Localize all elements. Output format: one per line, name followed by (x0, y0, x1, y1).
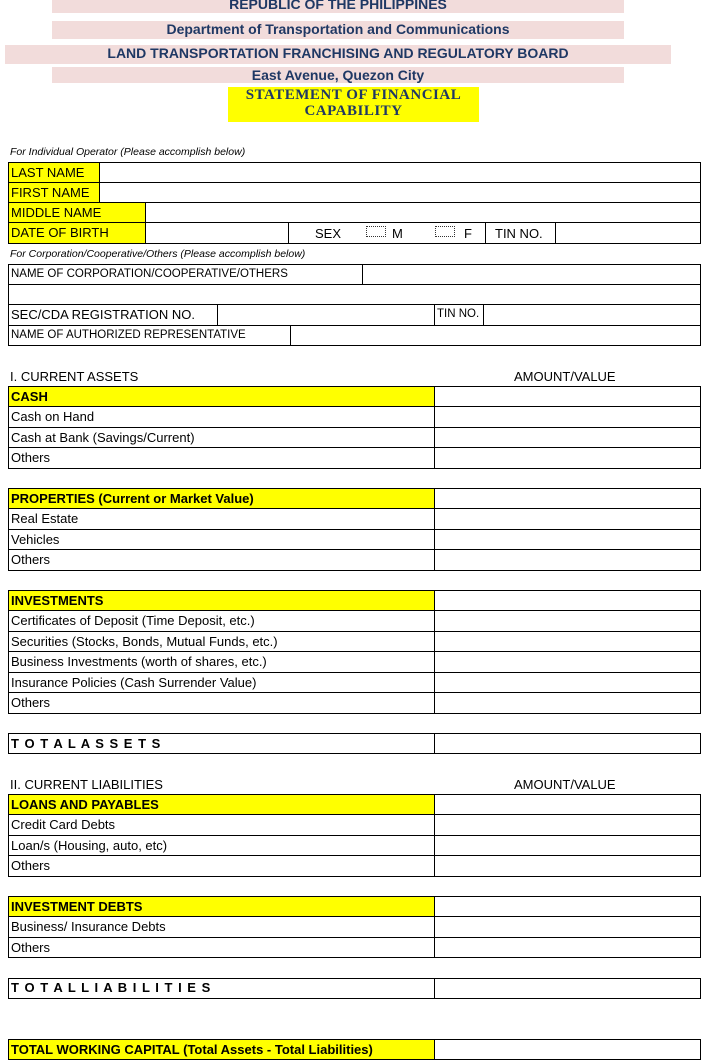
investment-debts-item: Others (11, 940, 51, 955)
rule (8, 978, 9, 999)
amount-field[interactable] (435, 632, 700, 651)
investments-item: Insurance Policies (Cash Surrender Value) (11, 675, 257, 690)
rule (8, 570, 701, 571)
cash-item: Others (11, 450, 51, 465)
amount-field[interactable] (435, 815, 700, 834)
amount-field[interactable] (435, 938, 700, 957)
representative-label: NAME OF AUTHORIZED REPRESENTATIVE (11, 329, 246, 341)
investments-item: Others (11, 695, 51, 710)
amount-field[interactable] (435, 407, 700, 426)
rule (700, 264, 701, 346)
rule (8, 345, 701, 346)
amount-field[interactable] (435, 428, 700, 447)
properties-item: Real Estate (11, 511, 79, 526)
rule (288, 222, 289, 244)
rule (700, 162, 701, 244)
rule (8, 713, 701, 714)
rule (485, 222, 486, 244)
working-capital-field[interactable] (435, 1040, 700, 1059)
working-capital-row (8, 1039, 701, 1060)
amount-field[interactable] (435, 611, 700, 630)
rule (8, 957, 701, 958)
corporation-tin-field[interactable] (484, 305, 700, 325)
properties-title: PROPERTIES (Current or Market Value) (9, 489, 434, 508)
rule (8, 264, 9, 346)
loans-item: Others (11, 858, 51, 873)
rule (8, 998, 701, 999)
form-title-line1: STATEMENT OF FINANCIAL (245, 87, 462, 103)
loans-item: Credit Card Debts (11, 817, 116, 832)
investment-debts-item: Business/ Insurance Debts (11, 919, 166, 934)
investments-item: Certificates of Deposit (Time Deposit, etc.) (11, 613, 255, 628)
properties-table (8, 488, 701, 571)
form-title (228, 87, 479, 122)
amount-field[interactable] (435, 550, 700, 569)
corporation-name-label: NAME OF CORPORATION/COOPERATIVE/OTHERS (11, 268, 288, 280)
investments-item: Securities (Stocks, Bonds, Mutual Funds, etc.) (11, 634, 278, 649)
total-liabilities-row (8, 978, 701, 999)
rule (8, 468, 701, 469)
rule (700, 978, 701, 999)
middle-name-field[interactable] (146, 203, 700, 222)
amount-field[interactable] (435, 652, 700, 671)
female-checkbox[interactable] (435, 226, 455, 237)
loans-title: LOANS AND PAYABLES (9, 795, 434, 814)
rule (700, 488, 701, 571)
investments-table (8, 590, 701, 714)
working-capital-label: TOTAL WORKING CAPITAL (Total Assets - Total Liabilities) (9, 1040, 434, 1059)
amount-field[interactable] (435, 530, 700, 549)
sex-label: SEX (315, 226, 342, 241)
rule (700, 386, 701, 469)
rule (8, 753, 701, 754)
rule (700, 733, 701, 754)
liabilities-amount-heading: AMOUNT/VALUE (514, 777, 616, 792)
properties-item: Vehicles (11, 532, 60, 547)
assets-heading: I. CURRENT ASSETS (10, 369, 139, 384)
board-header: LAND TRANSPORTATION FRANCHISING AND REGULATORY BOARD (5, 45, 671, 64)
total-liabilities-field[interactable] (435, 979, 700, 998)
investments-title: INVESTMENTS (9, 591, 434, 610)
republic-header: REPUBLIC OF THE PHILIPPINES (52, 0, 624, 13)
rule (8, 243, 701, 244)
tin-label: TIN NO. (495, 226, 543, 241)
amount-field[interactable] (435, 673, 700, 692)
form-title-line2: CAPABILITY (304, 103, 403, 119)
last-name-field[interactable] (100, 163, 700, 182)
corporation-tin-label: TIN NO. (437, 308, 480, 320)
male-checkbox[interactable] (366, 226, 386, 237)
date-of-birth-field[interactable] (146, 223, 288, 243)
assets-amount-heading: AMOUNT/VALUE (514, 369, 616, 384)
female-label: F (464, 226, 472, 241)
date-of-birth-label: DATE OF BIRTH (9, 223, 145, 243)
loans-table (8, 794, 701, 877)
liabilities-heading: II. CURRENT LIABILITIES (10, 777, 163, 792)
cash-title: CASH (9, 387, 434, 406)
middle-name-label: MIDDLE NAME (9, 203, 145, 222)
cash-item: Cash on Hand (11, 409, 95, 424)
rule (700, 896, 701, 958)
investments-item: Business Investments (worth of shares, etc.) (11, 654, 267, 669)
properties-item: Others (11, 552, 51, 567)
cash-item: Cash at Bank (Savings/Current) (11, 430, 195, 445)
rule (700, 794, 701, 877)
tin-field[interactable] (556, 223, 700, 243)
address-header: East Avenue, Quezon City (52, 67, 624, 83)
last-name-label: LAST NAME (9, 163, 99, 182)
first-name-field[interactable] (100, 183, 700, 202)
rule (700, 590, 701, 714)
total-assets-label: T O T A L A S S E T S (11, 736, 162, 751)
rule (8, 876, 701, 877)
amount-field[interactable] (435, 836, 700, 855)
amount-field[interactable] (435, 693, 700, 712)
total-assets-field[interactable] (435, 734, 700, 753)
rule (700, 1039, 701, 1060)
registration-field[interactable] (218, 305, 434, 325)
corporation-name-field[interactable] (363, 265, 700, 284)
individual-note: For Individual Operator (Please accomplish below) (10, 146, 246, 158)
cash-table (8, 386, 701, 469)
rule (434, 304, 435, 325)
male-label: M (392, 226, 403, 241)
corporation-note: For Corporation/Cooperative/Others (Please accomplish below) (10, 248, 306, 260)
representative-field[interactable] (291, 326, 700, 345)
amount-field[interactable] (435, 448, 700, 467)
investment-debts-title: INVESTMENT DEBTS (9, 897, 434, 916)
corporation-name-field-extra[interactable] (9, 285, 700, 304)
investment-debts-table (8, 896, 701, 958)
total-assets-row (8, 733, 701, 754)
loans-item: Loan/s (Housing, auto, etc) (11, 838, 168, 853)
amount-field[interactable] (435, 856, 700, 875)
first-name-label: FIRST NAME (9, 183, 99, 202)
amount-field[interactable] (435, 917, 700, 936)
department-header: Department of Transportation and Communications (52, 21, 624, 39)
registration-label: SEC/CDA REGISTRATION NO. (11, 307, 195, 322)
rule (8, 733, 9, 754)
total-liabilities-label: T O T A L L I A B I L I T I E S (11, 980, 212, 995)
amount-field[interactable] (435, 509, 700, 528)
